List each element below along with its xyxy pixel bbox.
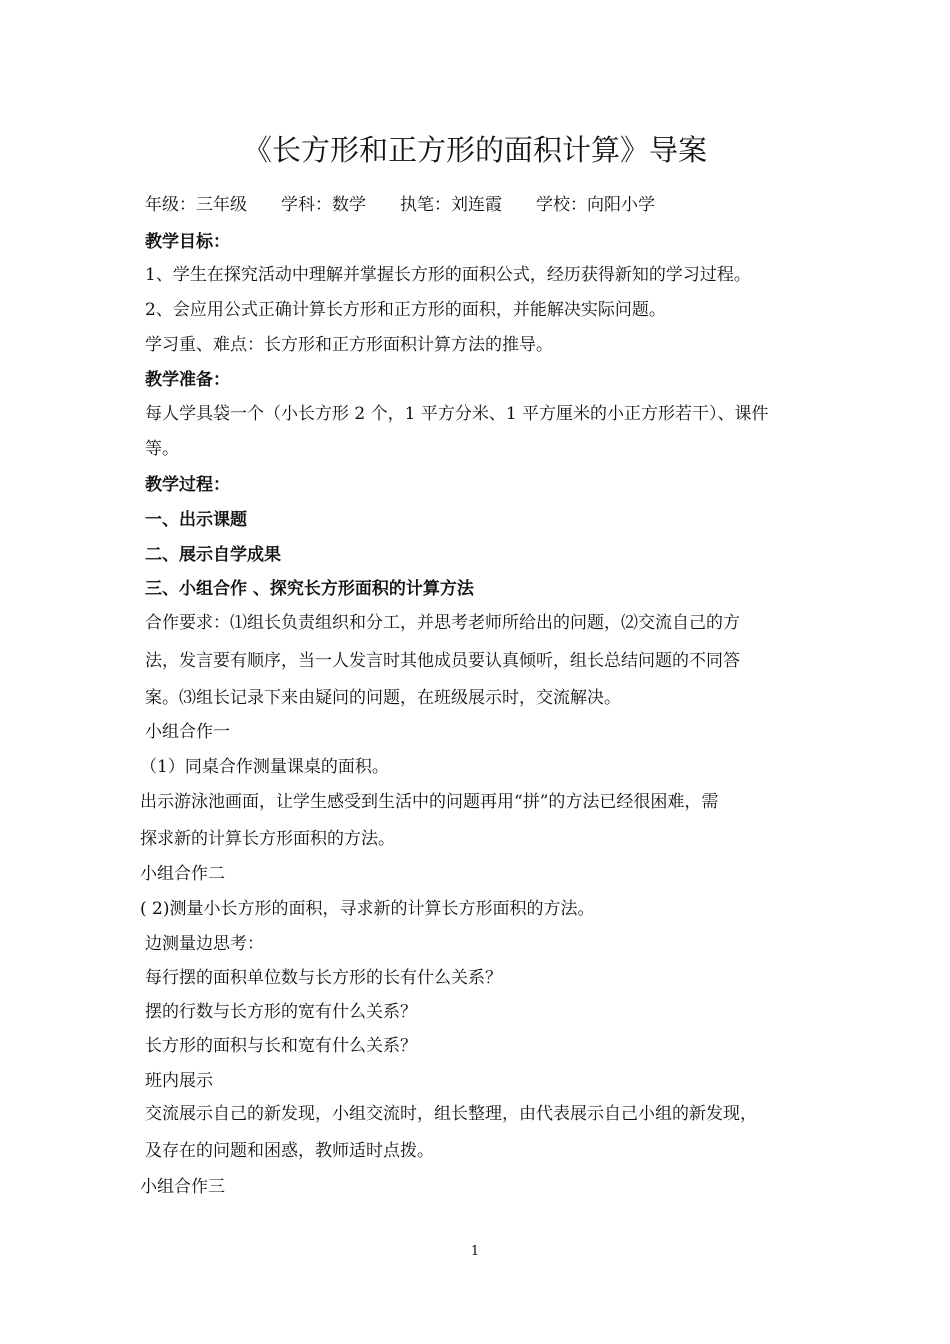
group-2-task: ( 2)测量小长方形的面积，寻求新的计算长方形面积的方法。 — [140, 899, 595, 919]
meta-school: 学校：向阳小学 — [536, 195, 655, 215]
meta-grade: 年级：三年级 — [145, 195, 247, 215]
group-1-task: （1）同桌合作测量课桌的面积。 — [140, 757, 389, 777]
show-line-1: 交流展示自己的新发现，小组交流时，组长整理，由代表展示自己小组的新发现， — [145, 1104, 757, 1124]
show-title: 班内展示 — [145, 1071, 213, 1091]
process-step-2: 二、展示自学成果 — [145, 545, 281, 565]
requirement-line-1: 合作要求：⑴组长负责组织和分工，并思考老师所给出的问题，⑵交流自己的方 — [145, 613, 740, 633]
goal-item-1: 1、学生在探究活动中理解并掌握长方形的面积公式，经历获得新知的学习过程。 — [145, 265, 751, 285]
process-step-3: 三、小组合作 、探究长方形面积的计算方法 — [145, 579, 474, 599]
page-number: 1 — [470, 1244, 480, 1259]
key-points: 学习重、难点：长方形和正方形面积计算方法的推导。 — [145, 335, 553, 355]
goals-heading: 教学目标： — [145, 232, 230, 252]
meta-line — [145, 193, 655, 217]
goal-item-2: 2、会应用公式正确计算长方形和正方形的面积，并能解决实际问题。 — [145, 300, 666, 320]
think-title: 边测量边思考： — [145, 934, 264, 954]
group-1-desc-2: 探求新的计算长方形面积的方法。 — [140, 829, 395, 849]
preparation-line-2: 等。 — [145, 439, 179, 459]
requirement-line-3: 案。⑶组长记录下来由疑问的问题，在班级展示时，交流解决。 — [145, 688, 621, 708]
group-1-title: 小组合作一 — [145, 722, 230, 742]
meta-author: 执笔：刘连霞 — [400, 195, 502, 215]
group-3-title: 小组合作三 — [140, 1177, 225, 1197]
group-2-title: 小组合作二 — [140, 864, 225, 884]
document-title: 《长方形和正方形的面积计算》导案 — [242, 133, 707, 167]
meta-subject: 学科：数学 — [281, 195, 366, 215]
preparation-heading: 教学准备： — [145, 370, 230, 390]
process-step-1: 一、出示课题 — [145, 510, 247, 530]
process-heading: 教学过程： — [145, 475, 230, 495]
preparation-line-1: 每人学具袋一个（小长方形 2 个，1 平方分米、1 平方厘米的小正方形若干）、课件 — [145, 404, 769, 424]
question-2: 摆的行数与长方形的宽有什么关系？ — [145, 1002, 417, 1022]
show-line-2: 及存在的问题和困惑，教师适时点拨。 — [145, 1141, 434, 1161]
question-3: 长方形的面积与长和宽有什么关系？ — [145, 1036, 417, 1056]
question-1: 每行摆的面积单位数与长方形的长有什么关系？ — [145, 968, 502, 988]
requirement-line-2: 法，发言要有顺序，当一人发言时其他成员要认真倾听，组长总结问题的不同答 — [145, 651, 740, 671]
group-1-desc-1: 出示游泳池画面，让学生感受到生活中的问题再用“拼”的方法已经很困难，需 — [140, 792, 719, 812]
